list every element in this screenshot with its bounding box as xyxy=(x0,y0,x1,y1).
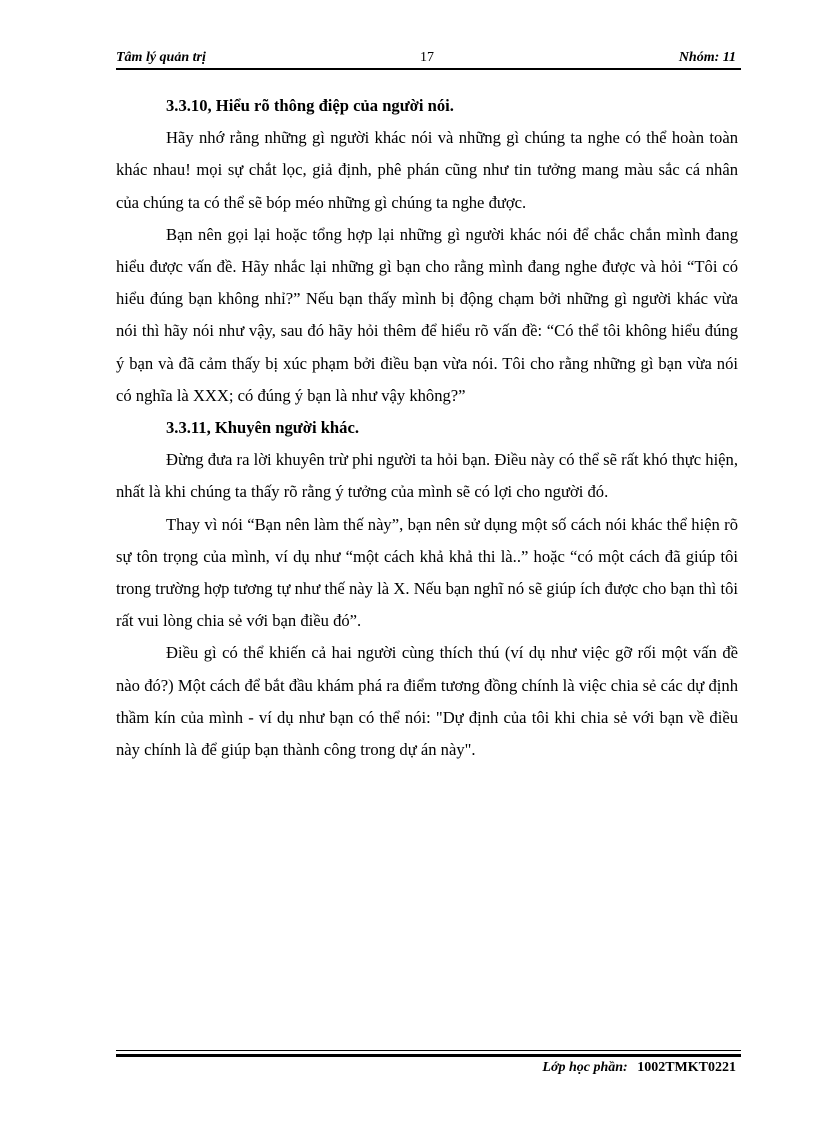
section-heading: 3.3.11, Khuyên người khác. xyxy=(166,418,359,438)
paragraph: Hãy nhớ rằng những gì người khác nói và những gì chúng ta nghe có thể hoàn toàn khác nhau! mọi sự chắt lọc, giả định, phê phán cũng như tin tưởng mang màu sắc cá nhân của chúng ta có thể sẽ bóp méo những gì chúng ta nghe được. xyxy=(116,128,738,212)
footer-divider-thick xyxy=(116,1054,741,1057)
header-group: Nhóm: 11 xyxy=(678,50,736,65)
footer-class-code: 1002TMKT0221 xyxy=(637,1060,736,1075)
paragraph: Đừng đưa ra lời khuyên trừ phi người ta hỏi bạn. Điều này có thể sẽ rất khó thực hiện, nhất là khi chúng ta thấy rõ rằng ý tưởng của mình sẽ có lợi cho người đó. xyxy=(116,450,738,502)
document-body xyxy=(116,90,738,766)
page-footer xyxy=(542,1060,736,1076)
page-header xyxy=(116,48,738,70)
footer-divider-thin xyxy=(116,1050,741,1051)
footer-class-label: Lớp học phần: xyxy=(542,1060,628,1075)
paragraph: Điều gì có thể khiến cả hai người cùng thích thú (ví dụ như việc gỡ rối một vấn đề nào đó?) Một cách để bắt đầu khám phá ra điểm tương đồng chính là việc chia sẻ các dự định thầm kín của mình - ví dụ như bạn có thể nói: "Dự định của tôi khi chia sẻ với bạn về điều này chính là để giúp bạn thành công trong dự án này". xyxy=(116,643,738,760)
header-divider xyxy=(116,68,741,70)
page-number: 17 xyxy=(420,50,434,65)
paragraph: Bạn nên gọi lại hoặc tổng hợp lại những gì người khác nói để chắc chắn mình đang hiểu được vấn đề. Hãy nhắc lại những gì bạn cho rằng mình đang nghe được và hỏi “Tôi có hiểu đúng bạn không nhỉ?” Nếu bạn thấy mình bị động chạm bởi những gì người khác vừa nói thì hãy nói như vậy, sau đó hãy hỏi thêm để hiểu rõ vấn đề: “Có thể tôi không hiểu đúng ý bạn và đã cảm thấy bị xúc phạm bởi điều bạn vừa nói. Tôi cho rằng những gì bạn vừa nói có nghĩa là XXX; có đúng ý bạn là như vậy không?” xyxy=(116,224,738,405)
section-heading: 3.3.10, Hiểu rõ thông điệp của người nói. xyxy=(166,96,454,115)
paragraph: Thay vì nói “Bạn nên làm thế này”, bạn nên sử dụng một số cách nói khác thể hiện rõ sự tôn trọng của mình, ví dụ như “một cách khả khả thi là..” hoặc “có một cách đã giúp tôi trong trường hợp tương tự như thế này là X. Nếu bạn nghĩ nó sẽ giúp ích được cho bạn thì tôi rất vui lòng chia sẻ với bạn điều đó”. xyxy=(116,514,738,631)
header-course-title: Tâm lý quản trị xyxy=(116,50,206,65)
